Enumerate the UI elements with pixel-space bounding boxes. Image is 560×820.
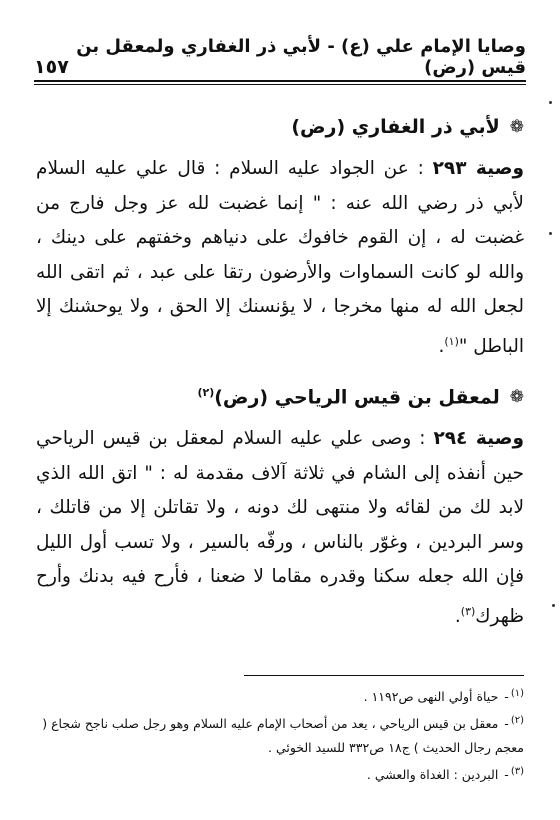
footnote-divider [244, 675, 524, 676]
footnote-marker: (٣) [510, 766, 524, 778]
section-heading-abu-dhar [36, 116, 524, 138]
will-text: : عن الجواد عليه السلام : قال علي عليه السلام لأبي ذر رضي الله عنه : " إنما غضبت لله عز وجل فارج من غضبت له ، إن القوم خافوك على دنياهم وخفتهم على دينك ، والله لو كانت السماوات والأرضون رتقا على عبد ، ثم اتقى الله لجعل الله له منها مخرجا ، لا يؤنسنك إلا الحق ، ولا يوحشنك إلا الباطل " [36, 158, 524, 357]
scan-speck [552, 604, 555, 607]
header-divider [34, 80, 526, 85]
footnote-ref-3: (٣) [460, 604, 476, 618]
running-header-title: وصايا الإمام علي (ع) - لأبي ذر الغفاري ولمعقل بن قيس (رض) [76, 36, 526, 78]
section-heading-text [197, 386, 499, 408]
scan-speck [549, 101, 552, 104]
flower-bullet-icon: ❁ [509, 116, 524, 137]
footnote-text: حياة أولي النهى ص١١٩٢ . [363, 689, 499, 705]
will-number: وصية ٢٩٤ [433, 428, 524, 450]
footnote-text: البردين : الغداة والعشي . [366, 767, 499, 783]
will-end: . [454, 606, 461, 628]
section-heading-maqil [36, 386, 524, 408]
footnote-item: $^{(٢)}$- معقل بن قيس الرياحي ، يعد من أصحاب الإمام عليه السلام وهو رجل صلب ناجح شجاع ( معجم رجال الحديث ) ج١٨ ص٣٣٢ للسيد الخوئي . [42, 715, 524, 756]
footnote-text: معقل بن قيس الرياحي ، يعد من أصحاب الإمام عليه السلام وهو رجل صلب ناجح شجاع ( معجم رجال الحديث ) ج١٨ ص٣٣٢ للسيد الخوئي . [42, 716, 524, 756]
scan-speck [549, 232, 552, 235]
footnote-marker: (٢) [510, 715, 524, 727]
section-heading-text: لأبي ذر الغفاري (رض) [291, 116, 500, 138]
will-number: وصية ٢٩٣ [432, 158, 525, 179]
page-number: ١٥٧ [34, 56, 69, 78]
will-end: . [438, 335, 445, 357]
running-header [34, 36, 526, 78]
will-293-paragraph [36, 152, 524, 364]
footnote-item: $^{(١)}$- حياة أولي النهى ص١١٩٢ . [363, 688, 524, 705]
footnote-item: $^{(٣)}$- البردين : الغداة والعشي . [366, 766, 524, 783]
footnotes [30, 682, 524, 787]
flower-bullet-icon: ❁ [509, 386, 524, 407]
footnote-ref-1: (١) [444, 334, 459, 348]
main-content [36, 116, 524, 657]
footnote-ref-2: (٢) [197, 386, 215, 400]
section-heading-label: لمعقل بن قيس الرياحي (رض) [214, 386, 500, 409]
will-294-paragraph [36, 422, 524, 634]
footnote-marker: (١) [510, 688, 524, 699]
will-text: : وصى علي عليه السلام لمعقل بن قيس الرياحي حين أنفذه إلى الشام في ثلاثة آلاف مقدمة له : " اتق الله الذي لابد لك من لقائه ولا منتهى لك دونه ، ولا تقاتلن إلا من قاتلك ، وسر البردين ، وغوّر بالناس ، ورفّه بالسير ، ولا تسب أول الليل فإن الله جعله سكنا وقدره مقاما لا ضعنا ، فأرح فيه بدنك وأرح ظهرك [36, 428, 524, 628]
